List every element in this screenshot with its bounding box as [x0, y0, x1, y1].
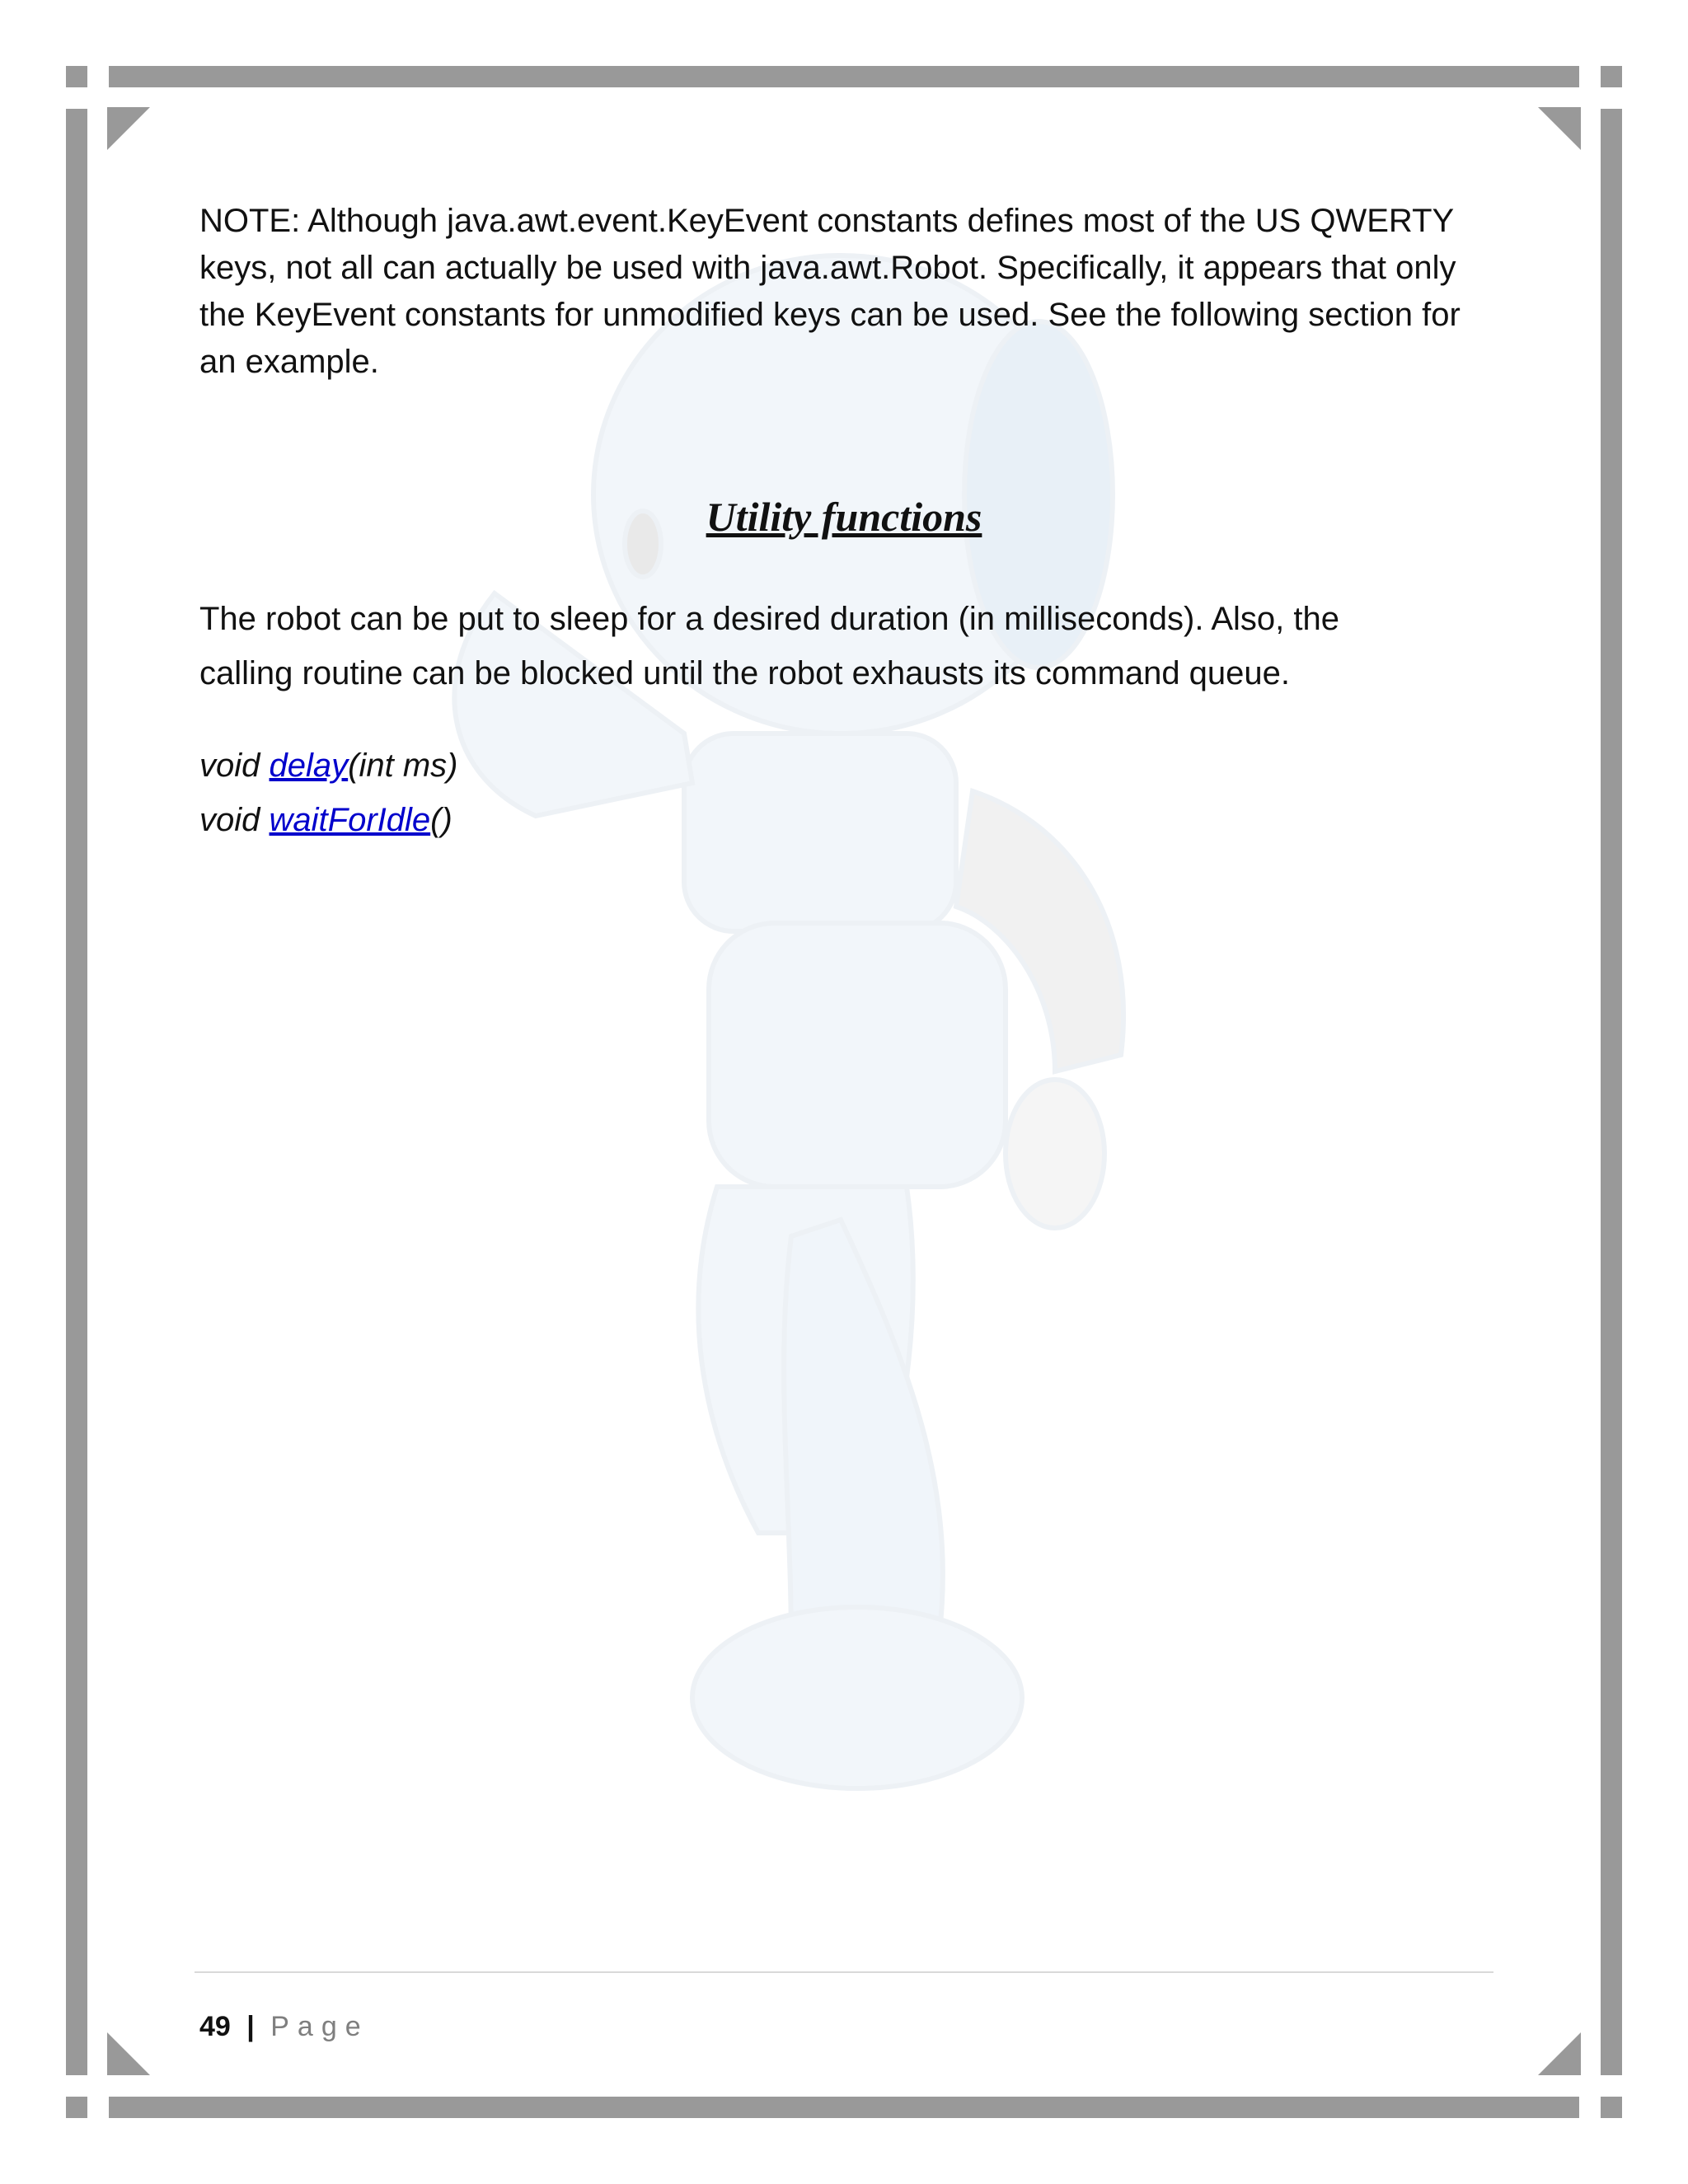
frame-corner-square-top-left — [66, 66, 87, 87]
body-content — [199, 198, 1493, 386]
frame-right-bar — [1601, 109, 1622, 2075]
method-list — [199, 738, 1024, 847]
section-heading: Utility functions — [706, 494, 982, 540]
footer-separator: | — [246, 2011, 255, 2042]
method-return-type: void — [199, 748, 260, 784]
method-params: () — [430, 802, 452, 838]
page-label: Page — [270, 2011, 369, 2042]
utility-description — [199, 592, 1493, 701]
frame-corner-triangle-top-left — [107, 107, 150, 150]
frame-bottom-bar — [109, 2097, 1579, 2118]
frame-left-bar — [66, 109, 87, 2075]
method-link-delay[interactable]: delay — [269, 748, 349, 784]
method-params: (int ms) — [348, 748, 458, 784]
method-signature-waitforidle — [199, 793, 1024, 847]
frame-top-bar — [109, 66, 1579, 87]
utility-description-line-1: The robot can be put to sleep for a desired duration (in milliseconds). Also, the — [199, 601, 1339, 637]
method-return-type: void — [199, 802, 260, 838]
frame-corner-square-bottom-left — [66, 2097, 87, 2118]
frame-corner-square-top-right — [1601, 66, 1622, 87]
page-footer — [199, 2011, 369, 2043]
footer-divider — [195, 1971, 1493, 1973]
page-number: 49 — [199, 2011, 231, 2042]
frame-corner-square-bottom-right — [1601, 2097, 1622, 2118]
utility-description-line-2: calling routine can be blocked until the robot exhausts its command queue. — [199, 655, 1291, 691]
frame-corner-triangle-top-right — [1538, 107, 1581, 150]
method-signature-delay — [199, 738, 1024, 793]
frame-corner-triangle-bottom-left — [107, 2032, 150, 2075]
frame-corner-triangle-bottom-right — [1538, 2032, 1581, 2075]
note-paragraph: NOTE: Although java.awt.event.KeyEvent constants defines most of the US QWERTY keys, not all can actually be used with java.awt.Robot. Specifically, it appears that only the KeyEvent constants for unmodified keys can be used. See the following section for an example. — [199, 203, 1461, 380]
section-heading-container — [0, 493, 1688, 541]
method-link-waitforidle[interactable]: waitForIdle — [269, 802, 431, 838]
